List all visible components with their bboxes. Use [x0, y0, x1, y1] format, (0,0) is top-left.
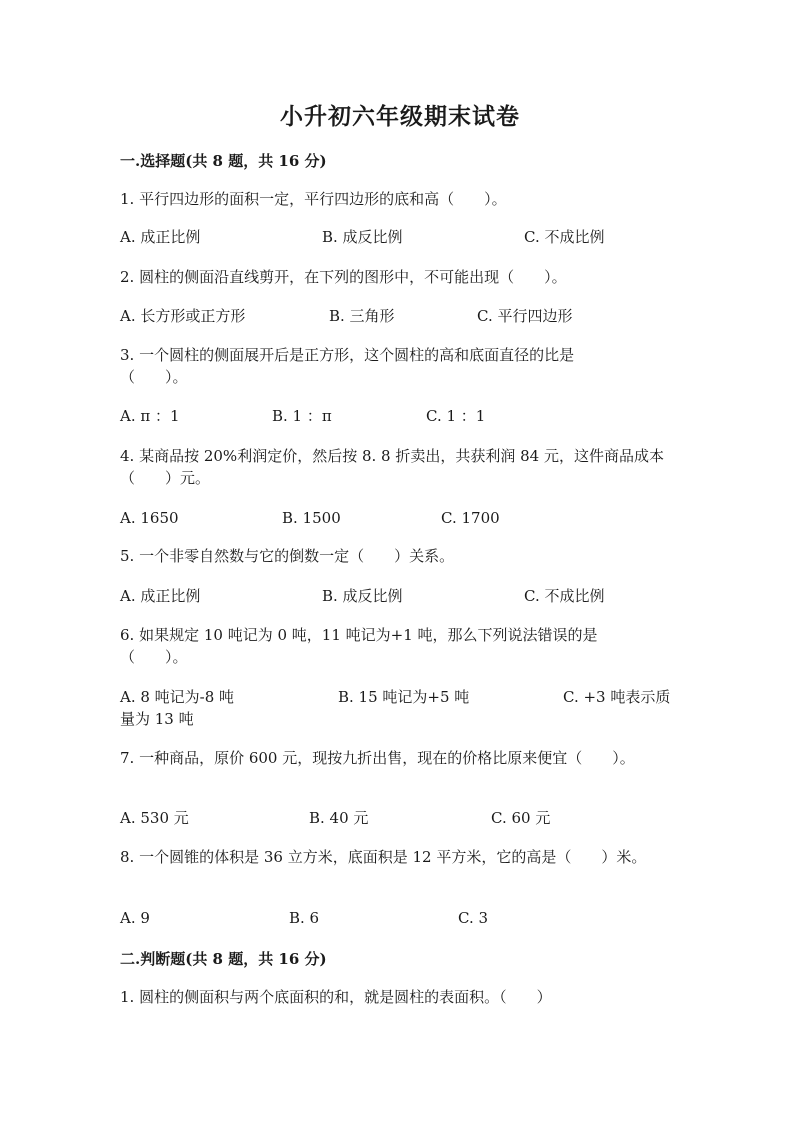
question-4-option-b: B. 1500 — [282, 509, 341, 527]
section-heading-judgement: 二.判断题(共 8 题，共 16 分) — [120, 950, 327, 968]
question-3: 3. 一个圆柱的侧面展开后是正方形，这个圆柱的高和底面直径的比是（ ）。 — [120, 346, 575, 386]
question-1-option-a: A. 成正比例 — [120, 228, 201, 246]
question-4: 4. 某商品按 20%利润定价，然后按 8. 8 折卖出，共获利润 84 元，这件商品成本（ ）元。 — [120, 447, 664, 487]
question-1-option-c: C. 不成比例 — [524, 228, 605, 246]
question-6-option-b: B. 15 吨记为+5 吨 — [338, 688, 470, 706]
question-3-option-c: C. 1 ：1 — [426, 407, 486, 425]
question-5: 5. 一个非零自然数与它的倒数一定（ ）关系。 — [120, 547, 455, 565]
question-8-option-b: B. 6 — [289, 909, 320, 927]
question-7-option-b: B. 40 元 — [309, 809, 369, 827]
question-5-option-b: B. 成反比例 — [322, 587, 403, 605]
page-title: 小升初六年级期末试卷 — [280, 103, 520, 130]
question-6-option-c: C. +3 吨表示质 — [563, 688, 671, 706]
judgement-1: 1. 圆柱的侧面积与两个底面积的和，就是圆柱的表面积。（ ） — [120, 988, 552, 1006]
question-1: 1. 平行四边形的面积一定，平行四边形的底和高（ ）。 — [120, 190, 507, 208]
question-8-option-c: C. 3 — [458, 909, 489, 927]
question-2-option-a: A. 长方形或正方形 — [120, 307, 246, 325]
question-7: 7. 一种商品，原价 600 元，现按九折出售，现在的价格比原来便宜（ ）。 — [120, 749, 635, 767]
question-2-option-c: C. 平行四边形 — [477, 307, 573, 325]
question-3-option-b: B. 1 ：π — [272, 407, 332, 425]
question-5-option-a: A. 成正比例 — [120, 587, 201, 605]
question-7-option-a: A. 530 元 — [120, 809, 189, 827]
question-5-option-c: C. 不成比例 — [524, 587, 605, 605]
question-6-option-a: A. 8 吨记为-8 吨 — [120, 688, 235, 706]
question-1-option-b: B. 成反比例 — [322, 228, 403, 246]
section-heading-choice: 一.选择题(共 8 题，共 16 分) — [120, 152, 327, 170]
question-6-option-c-cont: 量为 13 吨 — [120, 710, 194, 728]
question-8: 8. 一个圆锥的体积是 36 立方米，底面积是 12 平方米，它的高是（ ）米。 — [120, 848, 647, 866]
question-8-option-a: A. 9 — [120, 909, 150, 927]
question-2-option-b: B. 三角形 — [329, 307, 395, 325]
question-6: 6. 如果规定 10 吨记为 0 吨，11 吨记为+1 吨，那么下列说法错误的是（ ）。 — [120, 626, 598, 666]
question-4-option-a: A. 1650 — [120, 509, 179, 527]
question-7-option-c: C. 60 元 — [491, 809, 551, 827]
question-4-option-c: C. 1700 — [441, 509, 500, 527]
question-3-option-a: A. π ：1 — [120, 407, 180, 425]
question-2: 2. 圆柱的侧面沿直线剪开，在下列的图形中，不可能出现（ ）。 — [120, 268, 567, 286]
